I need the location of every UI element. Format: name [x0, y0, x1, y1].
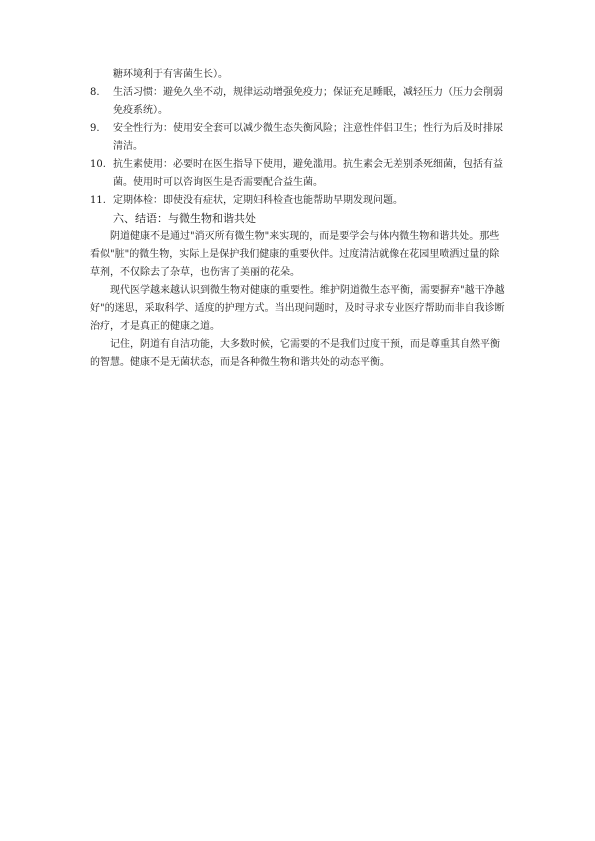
list-number: 8. — [90, 87, 100, 98]
list-item-text: 安全性行为：使用安全套可以减少微生态失衡风险；注意性伴侣卫生；性行为后及时排尿清洁。 — [113, 123, 503, 152]
list-item-text: 抗生素使用：必要时在医生指导下使用，避免滥用。抗生素会无差别杀死细菌，包括有益菌。使用时可以咨询医生是否需要配合益生菌。 — [113, 159, 503, 188]
list-item — [90, 120, 508, 156]
list-number: 9. — [90, 123, 100, 134]
section-heading: 六、结语：与微生物和谐共处 — [113, 212, 256, 225]
list-number: 11. — [90, 195, 106, 206]
list-item-text: 生活习惯：避免久坐不动，规律运动增强免疫力；保证充足睡眠，减轻压力（压力会削弱免疫系统）。 — [113, 87, 503, 116]
list-item — [90, 156, 508, 192]
list-number: 10. — [90, 159, 106, 170]
continued-text: 糖环境利于有害菌生长）。 — [113, 69, 228, 80]
paragraph: 阴道健康不是通过"消灭所有微生物"来实现的，而是要学会与体内微生物和谐共处。那些看似"脏"的微生物，实际上是保护我们健康的重要伙伴。过度清洁就像在花园里喷洒过量的除草剂，不仅除去了杂草，也伤害了美丽的花朵。 — [90, 231, 500, 278]
paragraph: 记住，阴道有自洁功能，大多数时候，它需要的不是我们过度干预，而是尊重其自然平衡的智慧。健康不是无菌状态，而是各种微生物和谐共处的动态平衡。 — [90, 339, 500, 368]
page-content — [90, 66, 508, 372]
list-item — [90, 192, 508, 210]
paragraph: 现代医学越来越认识到微生物对健康的重要性。维护阴道微生态平衡，需要摒弃"越干净越好"的迷思，采取科学、适度的护理方式。当出现问题时，及时寻求专业医疗帮助而非自我诊断治疗，才是真正的健康之道。 — [90, 285, 505, 332]
list-item-text: 定期体检：即使没有症状，定期妇科检查也能帮助早期发现问题。 — [113, 195, 403, 206]
list-item — [90, 84, 508, 120]
